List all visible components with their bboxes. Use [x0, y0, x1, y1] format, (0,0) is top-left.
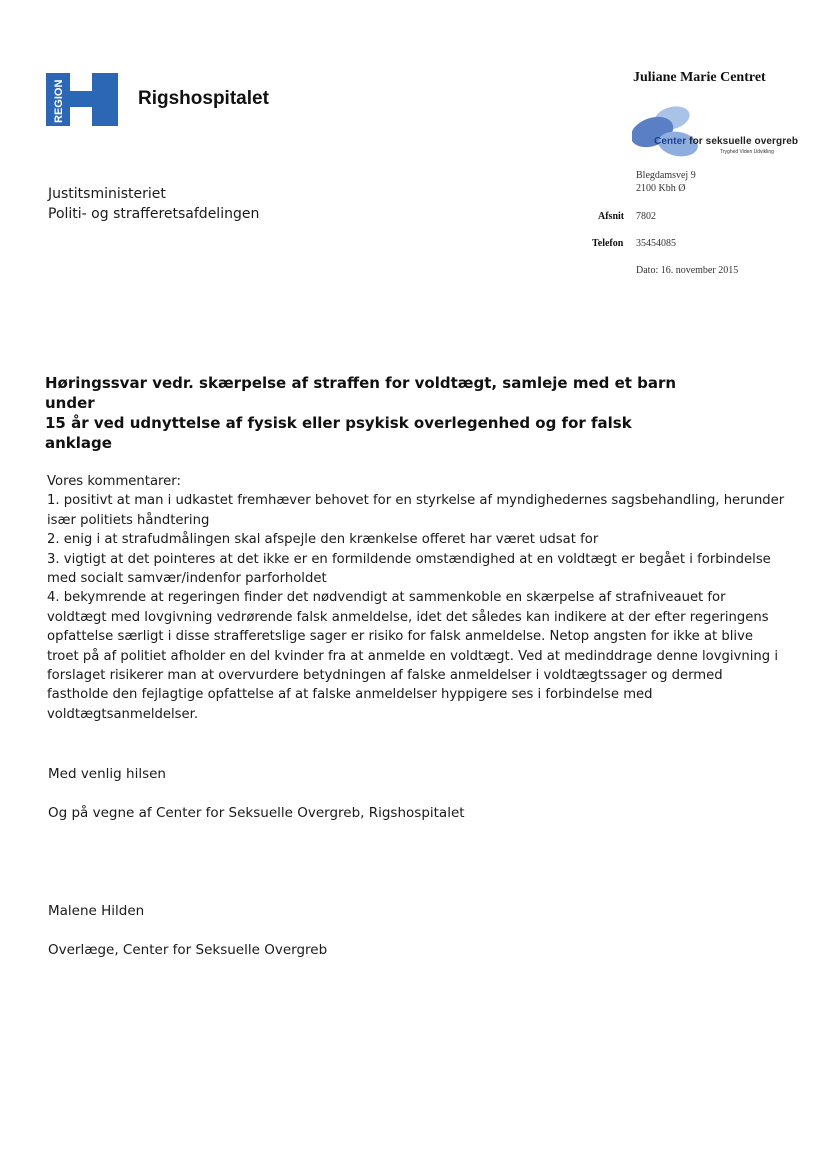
region-logo-text: REGION [53, 79, 65, 123]
centre-name: Juliane Marie Centret [633, 70, 766, 85]
closing-greeting: Med venlig hilsen [48, 766, 166, 782]
afsnit-label: Afsnit [598, 211, 625, 222]
body-intro: Vores kommentarer: [47, 474, 181, 489]
afsnit-value: 7802 [636, 211, 656, 222]
closing-on-behalf: Og på vegne af Center for Seksuelle Overgreb, Rigshospitalet [48, 805, 465, 821]
signer-title: Overlæge, Center for Seksuelle Overgreb [48, 942, 328, 958]
address-line-2: 2100 Kbh Ø [636, 183, 686, 194]
brand-name: Rigshospitalet [138, 88, 269, 109]
telefon-label: Telefon [592, 238, 624, 249]
subject-line-2: 15 år ved udnyttelse af fysisk eller psykisk overlegenhed og for falsk anklage [45, 414, 632, 452]
csa-tagline: Tryghed Viden Udvikling [720, 149, 774, 155]
comment-point-2: 2. enig i at strafudmålingen skal afspejle den krænkelse offeret har været udsat for [47, 532, 599, 548]
letter-subject [45, 373, 695, 453]
comment-point-3: 3. vigtigt at det pointeres at det ikke er en formildende omstændighed at en voldtægt er begået i forbindelse med socialt samvær/indenfor parforholdet [47, 551, 771, 587]
letter-date: Dato: 16. november 2015 [636, 265, 739, 276]
csa-logo-text: Center for seksuelle overgreb [654, 136, 799, 147]
signer-name: Malene Hilden [48, 903, 145, 919]
recipient-line-1: Justitsministeriet [48, 186, 166, 202]
csa-logo-icon [632, 104, 802, 159]
letter-body [47, 472, 787, 724]
region-h-logo [46, 73, 118, 126]
comment-point-4: 4. bekymrende at regeringen finder det nødvendigt at sammenkoble en skærpelse af strafniveauet for voldtægt med lovgivning vedrørende falsk anmeldelse, idet det således kan indikere at der efter regeringens opfattelse særligt i disse strafferetslige sager er risiko for falsk anmeldelse. Netop angsten for ikke at blive troet på af politiet afholder en del kvinder fra at anmelde en voldtægt. Ved at medinddrage denne lovgivning i forslaget risikerer man at overvurdere betydningen af falske anmeldelser i voldtægtssager og dermed fastholde den fejlagtige opfattelse af at falske anmeldelser hyppigere ses i forbindelse med voldtægtsanmeldelser. [47, 590, 778, 722]
telefon-value: 35454085 [636, 238, 676, 249]
subject-line-1: Høringssvar vedr. skærpelse af straffen for voldtægt, samleje med et barn under [45, 374, 677, 412]
address-line-1: Blegdamsvej 9 [636, 170, 696, 181]
comment-point-1: 1. positivt at man i udkastet fremhæver behovet for en styrkelse af myndighedernes sagsbehandling, herunder især politiets håndtering [47, 493, 785, 528]
recipient-line-2: Politi- og strafferetsafdelingen [48, 206, 260, 222]
